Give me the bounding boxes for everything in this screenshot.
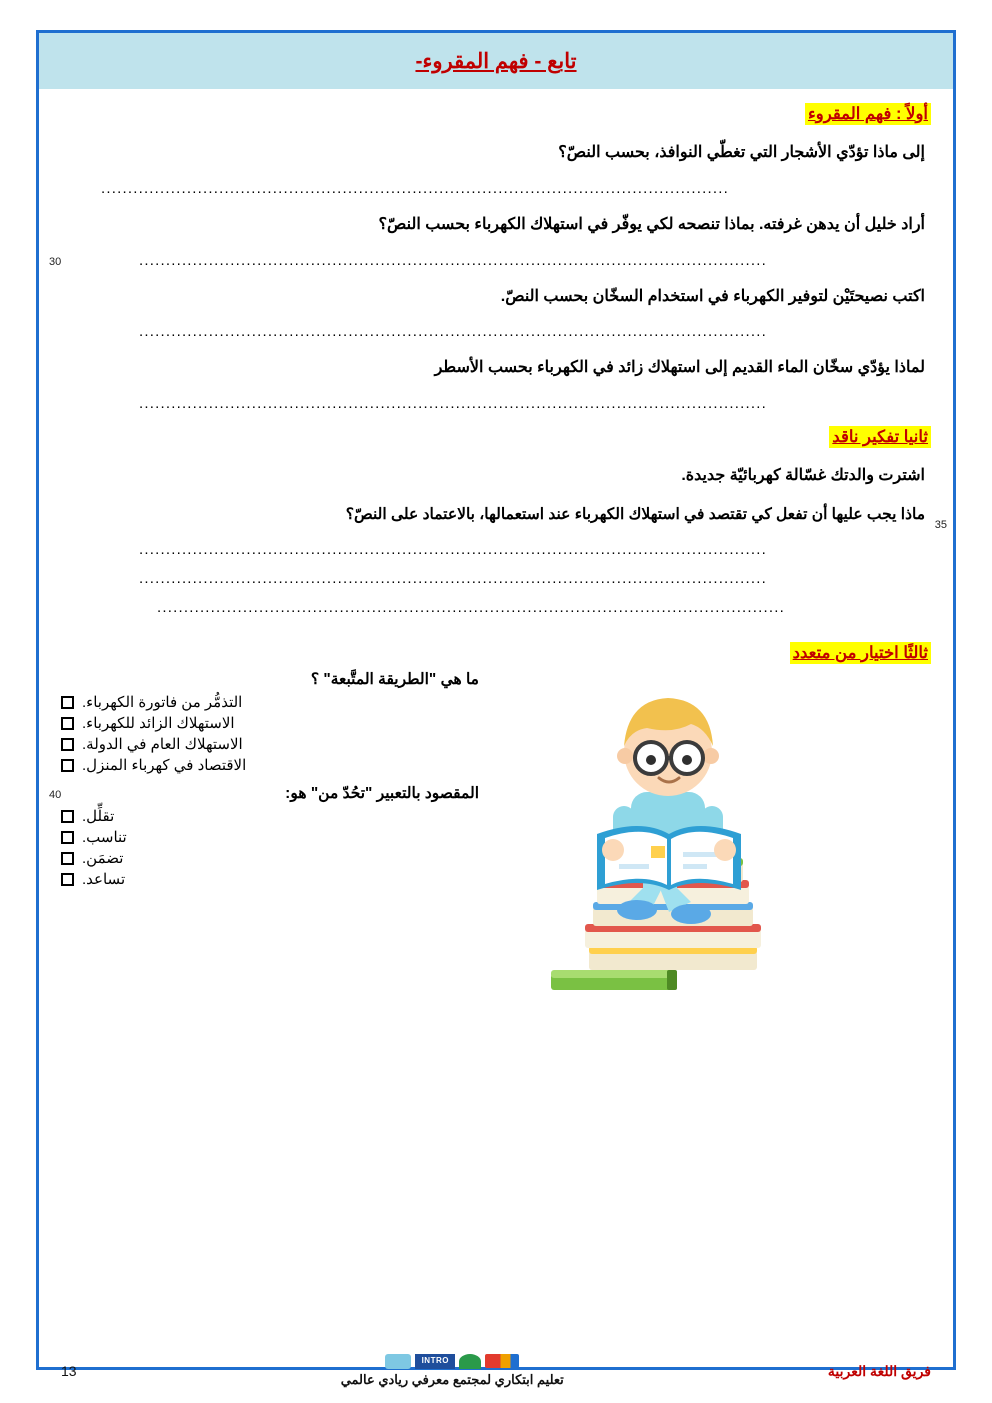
question-3 (61, 285, 931, 341)
answer-line-6[interactable]: ..................................................................................................................... (139, 570, 767, 587)
leaf-logo-icon (459, 1354, 481, 1369)
answer-line-2[interactable]: ..................................................................................................................... (139, 251, 767, 269)
checkbox-icon[interactable] (61, 759, 74, 772)
mcq-column (61, 670, 491, 891)
question-2-text: أراد خليل أن يدهن غرفته. بماذا تنصحه لكي يوفّر في استهلاك الكهرباء بحسب النصّ؟ (378, 215, 925, 233)
question-1 (61, 141, 931, 197)
line-number-40: 40 (49, 789, 62, 801)
mcq-2-choice-4-label: تساعد. (82, 871, 126, 888)
mcq-1-choice-3[interactable] (61, 735, 487, 753)
mcq-area (61, 670, 931, 1034)
illustration-boy-reading (501, 674, 831, 1034)
question-4 (61, 356, 931, 412)
page-title: تابع - فهم المقروء- (415, 49, 577, 73)
question-3-text: اكتب نصيحتَيْن لتوفير الكهرباء في استخدام السخّان بحسب النصّ. (500, 287, 925, 305)
section-heading-second-label: ثانيا تفكير ناقد (829, 426, 931, 448)
document-content (39, 89, 953, 1279)
mcq-2-question: المقصود بالتعبير "تحُدّ من" هو: (285, 785, 479, 802)
mcq-1-choice-4-label: الاقتصاد في كهرباء المنزل. (82, 757, 247, 774)
page-footer (39, 1342, 953, 1400)
mcq-2-choice-1[interactable] (61, 807, 487, 825)
mcq-1-choice-2[interactable] (61, 714, 487, 732)
footer-page-number: 13 (61, 1363, 77, 1379)
wave-logo-icon (385, 1354, 411, 1369)
mcq-2-choice-3[interactable] (61, 849, 487, 867)
question-4-text: لماذا يؤدّي سخّان الماء القديم إلى استهلاك زائد في الكهرباء بحسب الأسطر (434, 359, 925, 377)
checkbox-icon[interactable] (61, 717, 74, 730)
question-2 (61, 213, 931, 269)
answer-line-3[interactable]: ..................................................................................................................... (139, 323, 767, 341)
checkbox-icon[interactable] (61, 696, 74, 709)
mcq-2-choice-4[interactable] (61, 870, 487, 888)
critical-thinking-line-2: ماذا يجب عليها أن تفعل كي تقتصد في استهلاك الكهرباء عند استعمالها، بالاعتماد على النصّ؟ (345, 505, 925, 523)
answer-line-1[interactable]: ..................................................................................................................... (101, 179, 729, 197)
section-heading-third (61, 642, 931, 664)
mcq-2-choice-1-label: تقلِّل. (82, 808, 115, 825)
ribbon-logo-icon (485, 1354, 519, 1368)
checkbox-icon[interactable] (61, 873, 74, 886)
mcq-1-question: ما هي "الطريقة المتَّبعة" ؟ (310, 671, 479, 688)
section-heading-first (61, 103, 931, 125)
checkbox-icon[interactable] (61, 852, 74, 865)
footer-team: فريق اللغة العربية (827, 1362, 931, 1379)
mcq-1-choice-1[interactable] (61, 693, 487, 711)
intro-logo-icon: INTRO (415, 1354, 455, 1369)
line-number-35: 35 (934, 519, 947, 531)
checkbox-icon[interactable] (61, 831, 74, 844)
footer-center-block (341, 1354, 564, 1389)
mcq-1-choice-4[interactable] (61, 756, 487, 774)
answer-line-4[interactable]: ..................................................................................................................... (139, 395, 767, 413)
footer-slogan: تعليم ابتكاري لمجتمع معرفي ريادي عالمي (340, 1371, 564, 1387)
mcq-1-choice-1-label: التذمُّر من فاتورة الكهرباء. (82, 694, 243, 711)
section-heading-second (61, 426, 931, 448)
mcq-2-choice-2-label: تناسب. (82, 829, 127, 846)
answer-line-7[interactable]: ..................................................................................................................... (157, 599, 785, 616)
footer-logos (341, 1354, 564, 1369)
checkbox-icon[interactable] (61, 810, 74, 823)
critical-thinking-block (61, 464, 931, 616)
line-number-30: 30 (49, 256, 62, 268)
mcq-2-choice-2[interactable] (61, 828, 487, 846)
section-heading-first-label: أولاً : فهم المقروء (805, 103, 931, 125)
page-title-banner (39, 33, 953, 89)
mcq-1-choice-3-label: الاستهلاك العام في الدولة. (82, 736, 243, 753)
answer-line-5[interactable]: ..................................................................................................................... (139, 541, 767, 558)
section-heading-third-label: ثالثًا اختيار من متعدد (790, 642, 931, 664)
mcq-1-choice-2-label: الاستهلاك الزائد للكهرباء. (82, 715, 235, 732)
checkbox-icon[interactable] (61, 738, 74, 751)
critical-thinking-line-1: اشترت والدتك غسّالة كهربائيّة جديدة. (681, 467, 925, 485)
question-1-text: إلى ماذا تؤدّي الأشجار التي تغطّي النوافذ، بحسب النصّ؟ (558, 144, 925, 161)
mcq-2-choice-3-label: تضمَن. (82, 850, 124, 867)
